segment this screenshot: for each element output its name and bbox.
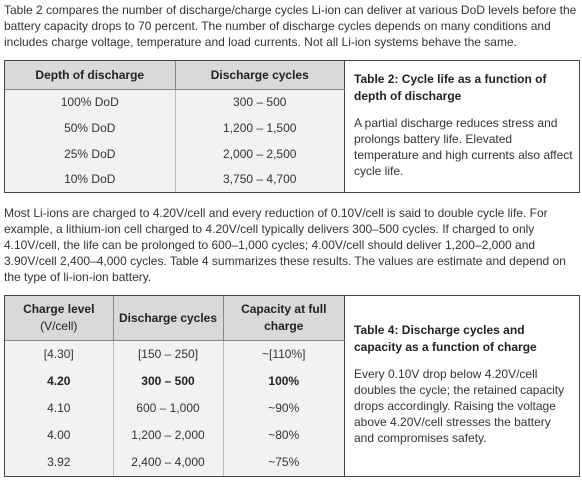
table4-header-capacity-line2: charge (264, 318, 304, 333)
table4-cell-cycles: [150 – 250] (113, 340, 223, 368)
table4-header-charge-level (5, 296, 113, 340)
table-row (5, 395, 345, 422)
table2-cell-cycles: 2,000 – 2,500 (175, 141, 345, 167)
table2-caption-text: A partial discharge reduces stress and prolongs battery life. Elevated temperature and high currents also affect cycle life. (354, 116, 573, 178)
table4-cell-charge: [4.30] (5, 340, 113, 368)
table4 (5, 296, 345, 476)
table4-header-cycles: Discharge cycles (113, 296, 223, 340)
table2-header-dod: Depth of discharge (5, 61, 175, 89)
table2-box (4, 60, 580, 193)
table4-cell-capacity: ~75% (223, 449, 345, 476)
table4-cell-cycles: 2,400 – 4,000 (113, 449, 223, 476)
table2-cell-cycles: 300 – 500 (175, 89, 345, 115)
table-row (5, 115, 345, 141)
table4-cell-charge: 4.10 (5, 395, 113, 422)
table2-caption (345, 61, 579, 192)
table4-header-capacity-line1: Capacity at full (241, 301, 327, 316)
table2-header-cycles: Discharge cycles (175, 61, 345, 89)
table-row (5, 340, 345, 368)
table4-cell-capacity: ~[110%] (223, 340, 345, 368)
table4-cell-capacity: 100% (223, 368, 345, 395)
table-row (5, 89, 345, 115)
intro-paragraph: Table 2 compares the number of discharge/charge cycles Li-ion can deliver at various DoD levels before the battery capacity drops to 70 percent. The number of discharge cycles depends on many conditions and includes charge voltage, temperature and load currents. Not all Li-ion systems behave the same. (4, 3, 577, 49)
table4-box (4, 295, 580, 477)
table4-cell-cycles: 300 – 500 (113, 368, 223, 395)
table-row (5, 166, 345, 192)
table-row (5, 449, 345, 476)
table2-cell-dod: 100% DoD (5, 89, 175, 115)
table2-cell-cycles: 1,200 – 1,500 (175, 115, 345, 141)
table4-cell-charge: 3.92 (5, 449, 113, 476)
table4-caption-text: Every 0.10V drop below 4.20V/cell doubles the cycle; the retained capacity drops accordingly. Raising the voltage above 4.20V/cell stresses the battery and compromises safety. (354, 367, 565, 445)
middle-paragraph: Most Li-ions are charged to 4.20V/cell and every reduction of 0.10V/cell is said to double cycle life. For example, a lithium-ion cell charged to 4.20V/cell typically delivers 300–500 cycles. If charged to only 4.10V/cell, the life can be prolonged to 600–1,000 cycles; 4.00V/cell should deliver 1,200–2,000 and 3.90V/cell 2,400–4,000 cycles. Table 4 summarizes these results. The values are estimate and depend on the type of li-ion-ion battery. (4, 206, 566, 284)
table2 (5, 61, 345, 192)
table4-header-charge-level-line1: Charge level (23, 301, 95, 316)
table4-cell-capacity: ~90% (223, 395, 345, 422)
table2-cell-cycles: 3,750 – 4,700 (175, 166, 345, 192)
table4-cell-charge: 4.00 (5, 422, 113, 449)
table2-cell-dod: 50% DoD (5, 115, 175, 141)
table4-cell-cycles: 1,200 – 2,000 (113, 422, 223, 449)
table4-caption-title: Table 4: Discharge cycles and capacity as a function of charge (354, 323, 537, 354)
table4-cell-capacity: ~80% (223, 422, 345, 449)
table4-caption (345, 296, 579, 476)
table-row (5, 141, 345, 167)
table4-header-capacity (223, 296, 345, 340)
table4-cell-charge: 4.20 (5, 368, 113, 395)
table4-cell-cycles: 600 – 1,000 (113, 395, 223, 422)
table4-header-charge-level-line2: (V/cell) (40, 318, 78, 333)
table-row (5, 368, 345, 395)
table-row (5, 422, 345, 449)
table2-cell-dod: 25% DoD (5, 141, 175, 167)
table2-caption-title: Table 2: Cycle life as a function of depth of discharge (354, 72, 547, 103)
table2-cell-dod: 10% DoD (5, 166, 175, 192)
